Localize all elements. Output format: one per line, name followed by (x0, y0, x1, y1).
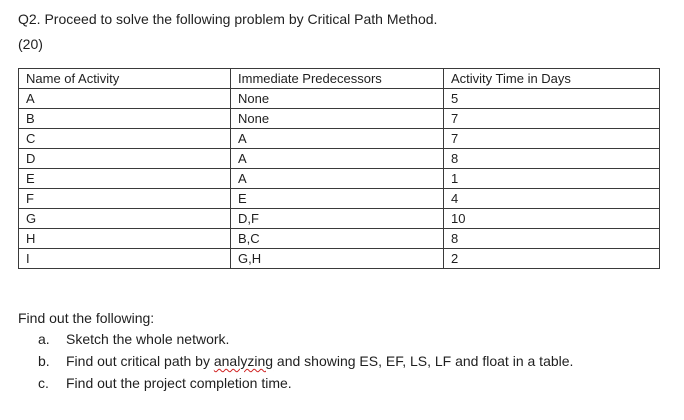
predecessors-cell: A (231, 169, 444, 189)
activity-time-cell: 4 (444, 189, 660, 209)
activity-name-cell: B (19, 109, 231, 129)
activity-name-cell: C (19, 129, 231, 149)
task-item (38, 330, 573, 352)
activity-name-cell: G (19, 209, 231, 229)
predecessors-cell: None (231, 109, 444, 129)
task-list (38, 330, 573, 396)
table-row (19, 149, 660, 169)
activity-time-cell: 8 (444, 149, 660, 169)
header-predecessors: Immediate Predecessors (231, 69, 444, 89)
table-row (19, 89, 660, 109)
tasks-heading: Find out the following: (18, 310, 155, 326)
activity-time-cell: 5 (444, 89, 660, 109)
task-text: Find out the project completion time. (66, 375, 292, 391)
predecessors-cell: G,H (231, 249, 444, 269)
activity-name-cell: D (19, 149, 231, 169)
predecessors-cell: A (231, 129, 444, 149)
task-text: Sketch the whole network. (66, 331, 230, 347)
question-marks: (20) (18, 36, 43, 52)
table-row (19, 109, 660, 129)
task-item (38, 352, 573, 374)
table-row (19, 249, 660, 269)
task-marker: c. (38, 375, 49, 391)
activity-time-cell: 1 (444, 169, 660, 189)
table-row (19, 209, 660, 229)
activity-name-cell: E (19, 169, 231, 189)
activity-time-cell: 7 (444, 129, 660, 149)
spellcheck-flagged-word: analyzing (213, 353, 274, 369)
activity-time-cell: 2 (444, 249, 660, 269)
activity-time-cell: 8 (444, 229, 660, 249)
predecessors-cell: B,C (231, 229, 444, 249)
predecessors-cell: D,F (231, 209, 444, 229)
task-item (38, 374, 573, 396)
table-row (19, 129, 660, 149)
task-marker: b. (38, 353, 50, 369)
question-title: Q2. Proceed to solve the following problem by Critical Path Method. (18, 11, 438, 27)
activity-name-cell: A (19, 89, 231, 109)
activity-name-cell: F (19, 189, 231, 209)
table-row (19, 169, 660, 189)
predecessors-cell: E (231, 189, 444, 209)
table-header-row (19, 69, 660, 89)
header-activity-name: Name of Activity (19, 69, 231, 89)
activity-table (18, 68, 660, 269)
header-activity-time: Activity Time in Days (444, 69, 660, 89)
activity-time-cell: 10 (444, 209, 660, 229)
table-row (19, 229, 660, 249)
activity-name-cell: I (19, 249, 231, 269)
activity-time-cell: 7 (444, 109, 660, 129)
activity-name-cell: H (19, 229, 231, 249)
table-row (19, 189, 660, 209)
task-marker: a. (38, 331, 50, 347)
predecessors-cell: A (231, 149, 444, 169)
predecessors-cell: None (231, 89, 444, 109)
task-text: Find out critical path by analyzing and showing ES, EF, LS, LF and float in a table. (66, 353, 574, 369)
